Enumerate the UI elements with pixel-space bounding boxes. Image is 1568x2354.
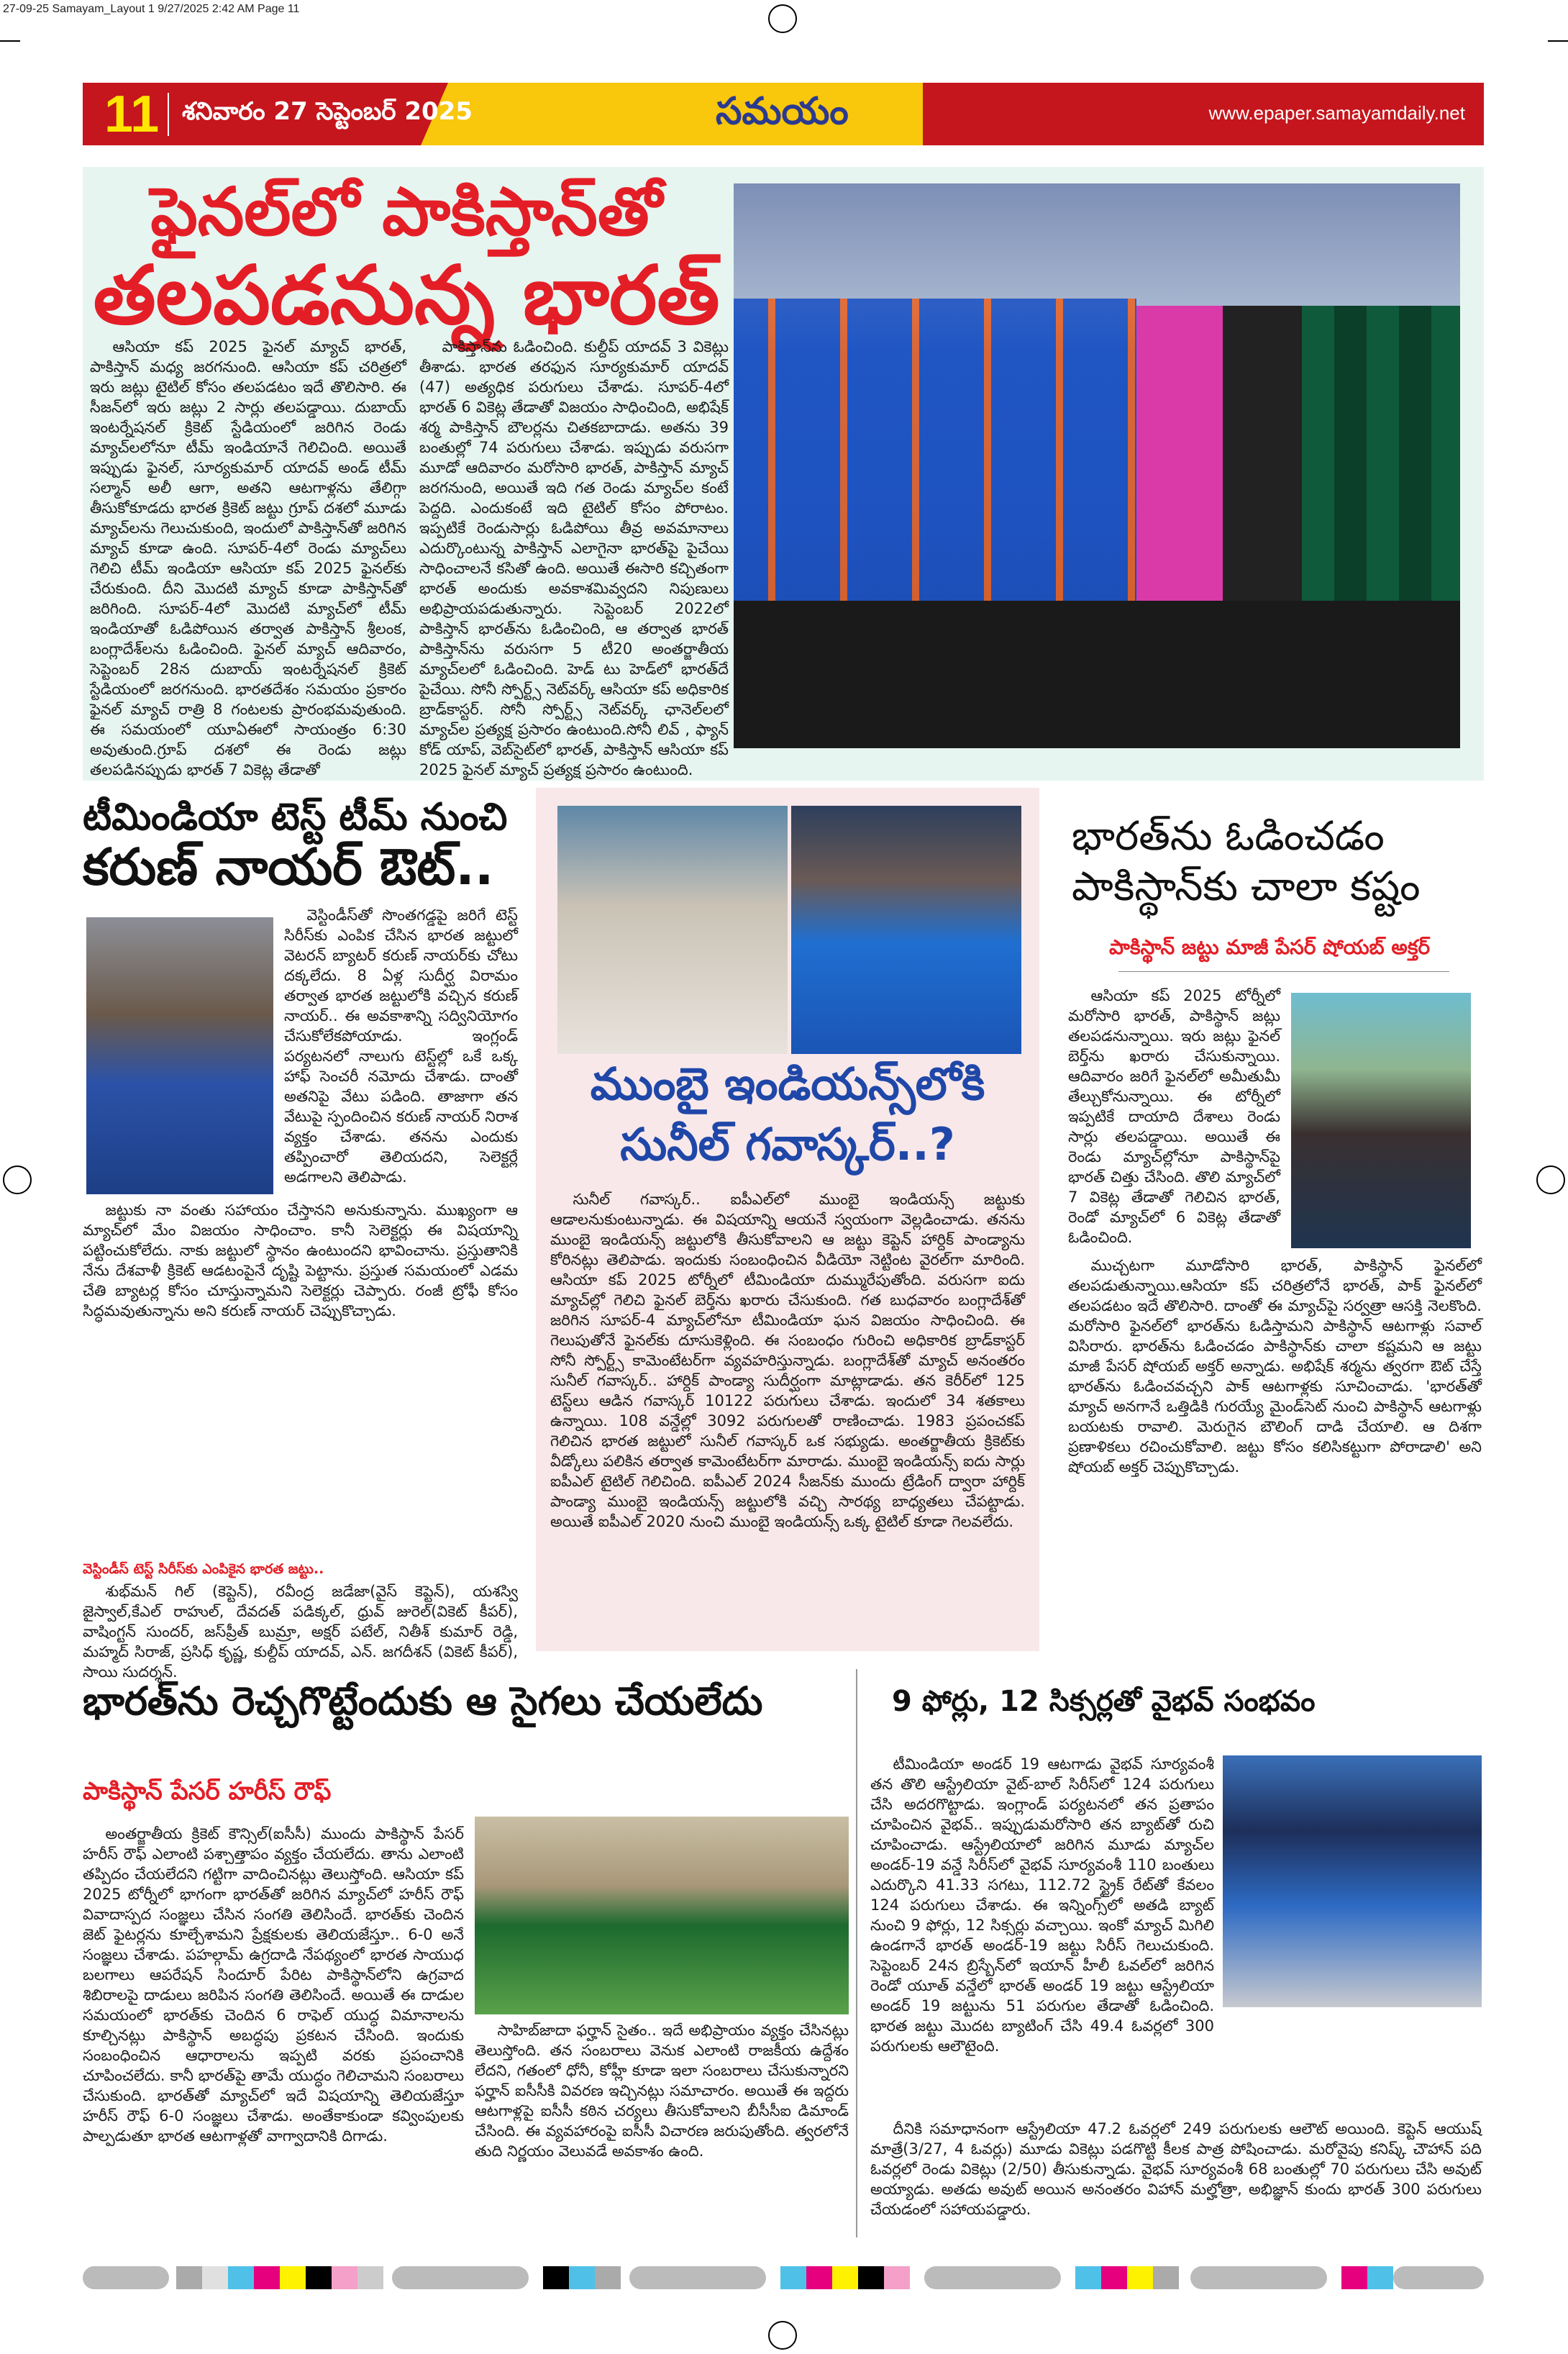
paragraph: దీనికి సమాధానంగా ఆస్ట్రేలియా 47.2 ఓవర్లలో 249 పరుగులకు ఆలౌట్ అయింది. కెప్టెన్ ఆయుష్ మాత్రే(3/27, 4 ఓవర్లు) మూడు వికెట్లు పడగొట్టి కీలక పాత్ర పోషించాడు. మరోవైపు కనిష్క్ చౌహాన్ పది ఓవర్లలో రెండు వికెట్లు (2/50) తీసుకున్నాడు. వైభవ్ సూర్యవంశీ 68 బంతుల్లో 70 పరుగులు చేసి అవుట్ అయ్యాడు. అతడు అవుట్ అయిన అనంతరం విహాన్ మల్హోత్రా, అభిజ్ఞాన్ కుందు భారత్ 300 పరుగులు చేయడంలో సహాయపడ్డారు. <box>870 2120 1482 2218</box>
vaibhav-body-side <box>870 1754 1214 2114</box>
paragraph: ఆసియా కప్ 2025 ఫైనల్ మ్యాచ్ భారత్, పాకిస్తాన్ మధ్య జరగనుంది. ఆసియా కప్ చరిత్రలో ఇరు జట్లు టైటిల్ కోసం తలపడటం ఇదే తొలిసారి. ఈ సీజన్‌లో ఇరు జట్లు 2 సార్లు తలపడ్డాయి. దుబాయ్ ఇంటర్నేషనల్ క్రికెట్ స్టేడియంలో జరిగిన రెండు మ్యాచ్‌లలోనూ టీమ్ ఇండియానే గెలిచింది. అయితే ఇప్పుడు ఫైనల్, సూర్యకుమార్ యాదవ్ అండ్ టీమ్ సల్మాన్ అలీ ఆగా, అతని ఆటగాళ్లను తేలిగ్గా తీసుకోకూడదు భారత క్రికెట్ జట్టు గ్రూప్ దశలో మూడు మ్యాచ్‌లను గెలుచుకుంది, ఇందులో పాకిస్తాన్‌తో జరిగిన మ్యాచ్ కూడా ఉంది. సూపర్-4లో రెండు మ్యాచ్‌లు గెలిచి టీమ్ ఇండియా ఆసియా కప్ 2025 ఫైనల్‌కు చేరుకుంది. దీని మొదటి మ్యాచ్ కూడా పాకిస్తాన్‌తో జరిగింది. సూపర్-4లో మొదటి మ్యాచ్‌లో టీమ్ ఇండియాతో ఓడిపోయిన తర్వాత పాకిస్తాన్ శ్రీలంక, బంగ్లాదేశ్‌లను ఓడించింది. ఫైనల్ మ్యాచ్ ఆదివారం, సెప్టెంబర్ 28న దుబాయ్ ఇంటర్నేషనల్ క్రికెట్ స్టేడియంలో జరగనుంది. భారతదేశం సమయం ప్రకారం ఫైనల్ మ్యాచ్ రాత్రి 8 గంటలకు ప్రారంభమవుతుంది. ఈ సమయంలో యూఏఈలో సాయంత్రం 6:30 అవుతుంది.గ్రూప్ దశలో ఈ రెండు జట్లు తలపడినప్పుడు భారత్ 7 వికెట్ల తేడాతో <box>90 338 406 778</box>
squad-label: వెస్టిండీస్ టెస్ట్ సిరీస్‌కు ఎంపికైన భారత జట్టు.. <box>83 1561 324 1577</box>
newspaper-logo: సమయం <box>716 90 849 133</box>
rauf-headline: భారత్‌ను రెచ్చగొట్టేందుకు ఆ సైగలు చేయలేదు <box>83 1678 763 1724</box>
masthead <box>83 83 1484 145</box>
karun-headline-line1: టీమిండియా టెస్ట్ టీమ్ నుంచి <box>83 796 508 839</box>
registration-mark-icon <box>1536 1165 1565 1194</box>
paragraph: ముచ్చటగా మూడోసారి భారత్, పాకిస్థాన్ ఫైనల్‌లో తలపడుతున్నాయి.ఆసియా కప్ చరిత్రలోనే భారత్, పాక్ ఫైనల్‌లో తలపడటం ఇదే తొలిసారి. దాంతో ఈ మ్యాచ్‌పై సర్వత్రా ఆసక్తి నెలకొంది. మరోసారి ఫైనల్‌లో భారత్‌ను ఓడిస్తామని పాకిస్థాన్ ఆటగాళ్లు సవాల్ విసిరారు. భారత్‌ను ఓడించడం పాకిస్థాన్‌కు చాలా కష్టమని ఆ జట్టు మాజీ పేసర్ షోయబ్ అక్తర్ అన్నాడు. అభిషేక్ శర్మను త్వరగా ఔట్ చేస్తే భారత్‌ను ఓడించవచ్చని పాక్ ఆటగాళ్లకు సూచించాడు. 'భారత్‌తో మ్యాచ్ అనగానే ఒత్తిడికి గురయ్యే మైండ్‌సెట్ నుంచి పాకిస్థాన్ ఆటగాళ్లు బయటకు రావాలి. మెరుగైన బౌలింగ్ దాడి చేయాలి. ఆ దిశగా ప్రణాళికలు రచించుకోవాలి. జట్టు కోసం కలిసికట్టుగా పోరాడాలి' అని షోయబ్ అక్తర్ చెప్పుకొచ్చాడు. <box>1068 1257 1482 1476</box>
vaibhav-body-bottom <box>870 2119 1482 2237</box>
paragraph: జట్టుకు నా వంతు సహాయం చేస్తానని అనుకున్నాను. ముఖ్యంగా ఆ మ్యాచ్‌లో మేం విజయం సాధించాం. కానీ సెలెక్టర్లు ఈ విషయాన్ని పట్టించుకోలేదు. నాకు జట్టులో స్థానం ఉంటుందని భావించాను. ప్రస్తుతానికి నేను దేశవాళీ క్రికెట్ ఆడటంపైనే దృష్టి పెట్టాను. ప్రస్తుత సమయంలో ఎడమ చేతి బ్యాటర్ల కోసం చూస్తున్నామని సెలెక్టర్లు చెప్పారు. రంజీ ట్రోఫీ కోసం సిద్ధమవుతున్నాను అని కరుణ్ నాయర్ చెప్పుకొచ్చాడు. <box>83 1201 518 1319</box>
registration-mark-icon <box>3 1165 32 1194</box>
karun-nair-photo <box>86 917 273 1194</box>
lead-headline-line1: ఫైనల్‌లో పాకిస్తాన్‌తో <box>150 173 662 250</box>
gavaskar-headline-line2: సునీల్ గవాస్కర్..? <box>620 1118 955 1171</box>
lead-body-column-2 <box>419 337 729 778</box>
crop-mark <box>1548 40 1568 42</box>
paragraph: సాహిబ్‌జాదా ఫర్హాన్ సైతం.. ఇదే అభిప్రాయం వ్యక్తం చేసినట్లు తెలుస్తోంది. తన సంబరాలు వెనుక ఎలాంటి రాజకీయ ఉద్దేశం లేదని, గతంలో ధోనీ, కోహ్లీ కూడా ఇలా సంబరాలు చేసుకున్నారని ఫర్హాన్ ఐసీసీకి వివరణ ఇచ్చినట్లు సమాచారం. అయితే ఈ ఇద్దరు ఆటగాళ్లపై ఐసీసీ కఠిన చర్యలు తీసుకోవాలని బీసీసీఐ డిమాండ్ చేసింది. ఈ వ్యవహారంపై ఐసీసీ విచారణ జరుపుతోంది. త్వరలోనే తుది నిర్ణయం వెలువడే అవకాశం ఉంది. <box>475 2022 849 2160</box>
hardik-pandya-photo <box>791 806 1021 1054</box>
lead-body-column-1 <box>90 337 406 778</box>
divider <box>168 93 169 136</box>
crop-mark <box>0 40 20 42</box>
gavaskar-feature <box>536 788 1039 1651</box>
vaibhav-headline: 9 ఫోర్లు, 12 సిక్సర్లతో వైభవ్ సంభవం <box>892 1685 1316 1718</box>
divider <box>1118 971 1449 972</box>
karun-headline-line2: కరుణ్ నాయర్ ఔట్.. <box>83 837 494 896</box>
issue-date: శనివారం 27 సెప్టెంబర్ 2025 <box>182 97 473 126</box>
team-lineup-photo <box>734 183 1460 748</box>
paragraph: అంతర్జాతీయ క్రికెట్ కౌన్సిల్(ఐసీసీ) ముందు పాకిస్థాన్ పేసర్ హరీస్ రౌఫ్ ఎలాంటి పశ్చాత్తాపం వ్యక్తం చేయలేదు. తాను ఎలాంటి తప్పిదం చేయలేదని గట్టిగా వాదించినట్లు తెలుస్తోంది. ఆసియా కప్ 2025 టోర్నీలో భాగంగా భారత్‌తో జరిగిన మ్యాచ్‌లో హరీస్ రౌఫ్ వివాదాస్పద సంజ్ఞలు చేసిన సంగతి తెలిసిందే. భారత్‌కు చెందిన జెట్ ఫైటర్లను కూల్చేశామని ప్రేక్షకులకు తెలియజేస్తూ.. 6-0 అనే సంజ్ఞలు చేశాడు. పహల్గామ్ ఉగ్రదాడి నేపథ్యంలో భారత సాయుధ బలగాలు ఆపరేషన్ సిందూర్ పేరిట పాకిస్థాన్‌లోని ఉగ్రవాద శిబిరాలపై దాడులు జరిపిన సంగతి తెలిసిందే. అయితే ఈ దాడుల సమయంలో భారత్‌కు చెందిన 6 రాఫెల్ యుద్ధ విమానాలను కూల్చినట్లు పాకిస్థాన్ అబద్ధపు ప్రకటన చేసింది. ఇందుకు సంబంధించిన ఆధారాలను ఇప్పటి వరకు ప్రపంచానికి చూపించలేదు. కానీ భారత్‌పై తామే యుద్ధం గెలిచామని సంబరాలు చేసుకుంది. భారత్‌తో మ్యాచ్‌లో ఇదే విషయాన్ని తెలియజేస్తూ హరీస్ రౌఫ్ 6-0 సంజ్ఞలు చేశాడు. అంతేకాకుండా కవ్వింపులకు పాల్పడుతూ భారత ఆటగాళ్లతో వాగ్వాదానికి దిగాడు. <box>83 1825 464 2145</box>
paragraph: పాకిస్తాన్‌ను ఓడించింది. కుల్దీప్ యాదవ్ 3 వికెట్లు తీశాడు. భారత తరఫున సూర్యకుమార్ యాదవ్ (47) అత్యధిక పరుగులు చేశాడు. సూపర్-4లో భారత్ 6 వికెట్ల తేడాతో విజయం సాధించింది, అభిషేక్ శర్మ పాకిస్తాన్ బౌలర్లను చితకబాదాడు. అతను 39 బంతుల్లో 74 పరుగులు చేశాడు. ఇప్పుడు వరుసగా మూడో ఆదివారం మరోసారి భారత్, పాకిస్తాన్ మ్యాచ్ జరగనుంది, అయితే ఇది గత రెండు మ్యాచ్‌ల కంటే పెద్దది. ఎందుకంటే ఇది టైటిల్ కోసం పోరాటం. ఇప్పటికే రెండుసార్లు ఓడిపోయి తీవ్ర అవమానాలు ఎదుర్కొంటున్న పాకిస్తాన్ ఎలాగైనా భారత్‌పై పైచేయి సాధించాలనే కసితో ఉంది. అయితే ఈసారి కచ్చితంగా భారత్ అందుకు అవకాశమివ్వదని నిపుణులు అభిప్రాయపడుతున్నారు. సెప్టెంబర్ 2022లో పాకిస్తాన్ భారత్‌ను ఓడించింది, ఆ తర్వాత భారత్ పాకిస్తాన్‌ను వరుసగా 5 టీ20 అంతర్జాతీయ మ్యాచ్‌లలో ఓడించింది. హెడ్ టు హెడ్‌లో భారత్‌దే పైచేయి. సోనీ స్పోర్ట్స్ నెట్‌వర్క్ ఆసియా కప్ అధికారిక బ్రాడ్‌కాస్టర్. సోనీ స్పోర్ట్స్ నెట్‌వర్క్ ఛానెల్‌లలో మ్యాచ్‌ల ప్రత్యక్ష ప్రసారం ఉంటుంది.సోనీ లివ్ , ఫ్యాన్ కోడ్ యాప్, వెబ్‌సైట్‌లో భారత్, పాకిస్తాన్ ఆసియా కప్ 2025 ఫైనల్ మ్యాచ్ ప్రత్యక్ష ప్రసారం ఉంటుంది. <box>419 338 729 778</box>
akhtar-body-bottom <box>1068 1255 1482 1648</box>
lead-headline-line2: తలపడనున్న భారత్ <box>93 249 720 342</box>
gavaskar-body <box>550 1189 1025 1642</box>
paragraph: ఆసియా కప్ 2025 టోర్నీలో మరోసారి భారత్, పాకిస్థాన్ జట్లు తలపడనున్నాయి. ఇరు జట్లు ఫైనల్ బెర్త్‌ను ఖరారు చేసుకున్నాయి. ఆదివారం జరిగే ఫైనల్‌లో అమీతుమీ తేల్చుకోనున్నాయి. ఈ టోర్నీలో ఇప్పటికే దాయాది దేశాలు రెండు సార్లు తలపడ్డాయి. అయితే ఈ రెండు మ్యాచ్‌ల్లోనూ పాకిస్థాన్‌పై భారత్ చిత్తు చేసింది. తొలి మ్యాచ్‌లో 7 వికెట్ల తేడాతో గెలిచిన భారత్, రెండో మ్యాచ్‌లో 6 వికెట్ల తేడాతో ఓడించింది. <box>1068 987 1280 1246</box>
lead-story <box>83 167 1484 781</box>
akhtar-headline-line2: పాకిస్థాన్‌కు చాలా కష్టం <box>1072 863 1421 910</box>
paragraph: వెస్టిండీస్‌తో సొంతగడ్డపై జరిగే టెస్ట్ సిరీస్‌కు ఎంపిక చేసిన భారత జట్టులో వెటరన్ బ్యాటర్ కరుణ్ నాయర్‌కు చోటు దక్కలేదు. 8 ఏళ్ల సుదీర్ఘ విరామం తర్వాత భారత జట్టులోకి వచ్చిన కరుణ్ నాయర్.. ఈ అవకాశాన్ని సద్వినియోగం చేసుకోలేకపోయాడు. ఇంగ్లండ్ పర్యటనలో నాలుగు టెస్ట్‌ల్లో ఒకే ఒక్క హాఫ్ సెంచరీ నమోదు చేశాడు. దాంతో అతనిపై వేటు పడింది. తాజాగా తన వేటుపై స్పందించిన కరుణ్ నాయర్ నిరాశ వ్యక్తం చేశాడు. తనను ఎందుకు తప్పించారో తెలియదని, సెలెక్టర్లే అడగాలని తెలిపాడు. <box>284 906 518 1186</box>
paragraph: శుభ్‌మన్ గిల్ (కెప్టెన్), రవీంద్ర జడేజా(వైస్ కెప్టెన్), యశస్వి జైస్వాల్,కేఎల్ రాహుల్, దేవదత్ పడిక్కల్, ధ్రువ్ జురెల్(వికెట్ కీపర్), వాషింగ్టన్ సుందర్, జస్‌ప్రీత్ బుమ్రా, అక్షర్ పటేల్, నితీశ్ కుమార్ రెడ్డి, మహ్మద్ సిరాజ్, ప్రసిధ్ కృష్ణ, కుల్దీప్ యాదవ్, ఎన్. జగదీశన్ (వికెట్ కీపర్), సాయి సుదర్శన్. <box>83 1583 518 1681</box>
akhtar-subheading: పాకిస్థాన్ జట్టు మాజీ పేసర్ షోయబ్ అక్తర్ <box>1108 935 1431 959</box>
registration-mark-icon <box>768 4 797 33</box>
squad-list <box>83 1581 518 1681</box>
karun-body-side <box>284 905 518 1193</box>
registration-mark-icon <box>768 2321 797 2350</box>
paragraph: టీమిండియా అండర్ 19 ఆటగాడు వైభవ్ సూర్యవంశీ తన తొలి ఆస్ట్రేలియా వైట్-బాల్ సిరీస్‌లో 124 పరుగులు చేసి అదరగొట్టాడు. ఇంగ్లాండ్ పర్యటనలో తన ప్రతాపం చూపించిన వైభవ్.. ఇప్పుడుమరోసారి తన బ్యాట్‌తో రుచి చూపించాడు. ఆస్ట్రేలియాలో జరిగిన మూడు మ్యాచ్‌ల అండర్-19 వన్డే సిరీస్‌లో వైభవ్ సూర్యవంశీ 110 బంతులు ఎదుర్కొని 41.33 సగటు, 112.72 స్ట్రైక్ రేట్‌తో కేవలం 124 పరుగులు చేశాడు. ఈ ఇన్నింగ్స్‌లో అతడి బ్యాట్ నుంచి 9 ఫోర్లు, 12 సిక్సర్లు వచ్చాయి. ఇంకో మ్యాచ్ మిగిలి ఉండగానే భారత్ అండర్-19 జట్టు సిరీస్ గెలుచుకుంది. సెప్టెంబర్ 24న బ్రిస్బేన్‌లో ఇయాన్ హీలీ ఓవల్‌లో జరిగిన రెండో యూత్ వన్డేలో భారత్ అండర్ 19 జట్టు ఆస్ట్రేలియా అండర్ 19 జట్టును 51 పరుగుల తేడాతో ఓడించింది. భారత జట్టు మొదట బ్యాటింగ్ చేసి 49.4 ఓవర్లలో 300 పరుగులకు ఆలౌటైంది. <box>870 1755 1214 2055</box>
akhtar-headline-line1: భారత్‌ను ఓడించడం <box>1072 813 1385 860</box>
rauf-body-column-1 <box>83 1824 464 2237</box>
karun-body-bottom <box>83 1200 518 1502</box>
column-divider <box>856 1669 857 2237</box>
vaibhav-suryavanshi-photo <box>1223 1755 1482 2007</box>
sunil-gavaskar-photo <box>557 806 788 1054</box>
rauf-subheading: పాకిస్థాన్ పేసర్ హరీస్ రౌఫ్ <box>83 1777 332 1806</box>
akhtar-body-side <box>1068 986 1280 1252</box>
gavaskar-headline-line1: ముంబై ఇండియన్స్‌లోకి <box>590 1058 985 1110</box>
color-calibration-bar <box>83 2266 1484 2289</box>
website-link[interactable]: www.epaper.samayamdaily.net <box>1208 102 1465 124</box>
print-slug: 27-09-25 Samayam_Layout 1 9/27/2025 2:42 AM Page 11 <box>3 3 300 15</box>
rauf-body-column-2 <box>475 2020 849 2236</box>
shoaib-akhtar-photo <box>1291 993 1471 1248</box>
haris-rauf-bowling-photo <box>475 1817 849 2014</box>
paragraph: సునీల్ గవాస్కర్.. ఐపీఎల్‌లో ముంబై ఇండియన్స్ జట్టుకు ఆడాలనుకుంటున్నాడు. ఈ విషయాన్ని ఆయనే స్వయంగా వెల్లడించాడు. తనను ముంబై ఇండియన్స్ జట్టులోకి తీసుకోవాలని ఆ జట్టు కెప్టెన్ హార్దిక్ పాండ్యాను కోరినట్లు తెలిపాడు. ఇందుకు సంబంధించిన వీడియో నెట్టింట వైరల్‌గా మారింది. ఆసియా కప్ 2025 టోర్నీలో టీమిండియా దుమ్మురేపుతోంది. వరుసగా ఐదు మ్యాచ్‌ల్లో గెలిచి ఫైనల్ బెర్త్‌ను ఖరారు చేసుకుంది. గత బుధవారం బంగ్లాదేశ్‌తో జరిగిన సూపర్-4 మ్యాచ్‌లోనూ టీమిండియా ఘన విజయం సాధించింది. ఈ గెలుపుతోనే ఫైనల్‌కు దూసుకెళ్లింది. ఈ సంబంధం గురించి అధికారిక బ్రాడ్‌కాస్టర్ సోనీ స్పోర్ట్స్ కామెంటేటర్‌గా వ్యవహరిస్తున్నాడు. బంగ్లాదేశ్‌తో మ్యాచ్ అనంతరం సునీల్ గవాస్కర్.. హార్దిక్ పాండ్యా సుదీర్ఘంగా మాట్లాడాడు. తన కెరీర్‌లో 125 టెస్ట్‌లు ఆడిన గవాస్కర్ 10122 పరుగులు చేశాడు. ఇందులో 34 శతకాలు ఉన్నాయి. 108 వన్డేల్లో 3092 పరుగులతో రాణించాడు. 1983 ప్రపంచకప్ గెలిచిన భారత జట్టులో సునీల్ గవాస్కర్ ఒక సభ్యుడు. అంతర్జాతీయ క్రికెట్‌కు వీడ్కోలు పలికిన తర్వాత కామెంటేటర్‌గా మారాడు. ముంబై ఇండియన్స్ ఐదు సార్లు ఐపీఎల్ టైటిల్ గెలిచింది. ఐపీఎల్ 2024 సీజన్‌కు ముందు ట్రేడింగ్ ద్వారా హార్దిక్ పాండ్యా ముంబై ఇండియన్స్ జట్టులోకి వచ్చి సారథ్య బాధ్యతలు చేపట్టాడు. అయితే ఐపీఎల్ 2020 నుంచి ముంబై ఇండియన్స్ ఒక్క టైటిల్ కూడా గెలవలేదు. <box>550 1191 1025 1530</box>
page-number: 11 <box>104 86 160 143</box>
